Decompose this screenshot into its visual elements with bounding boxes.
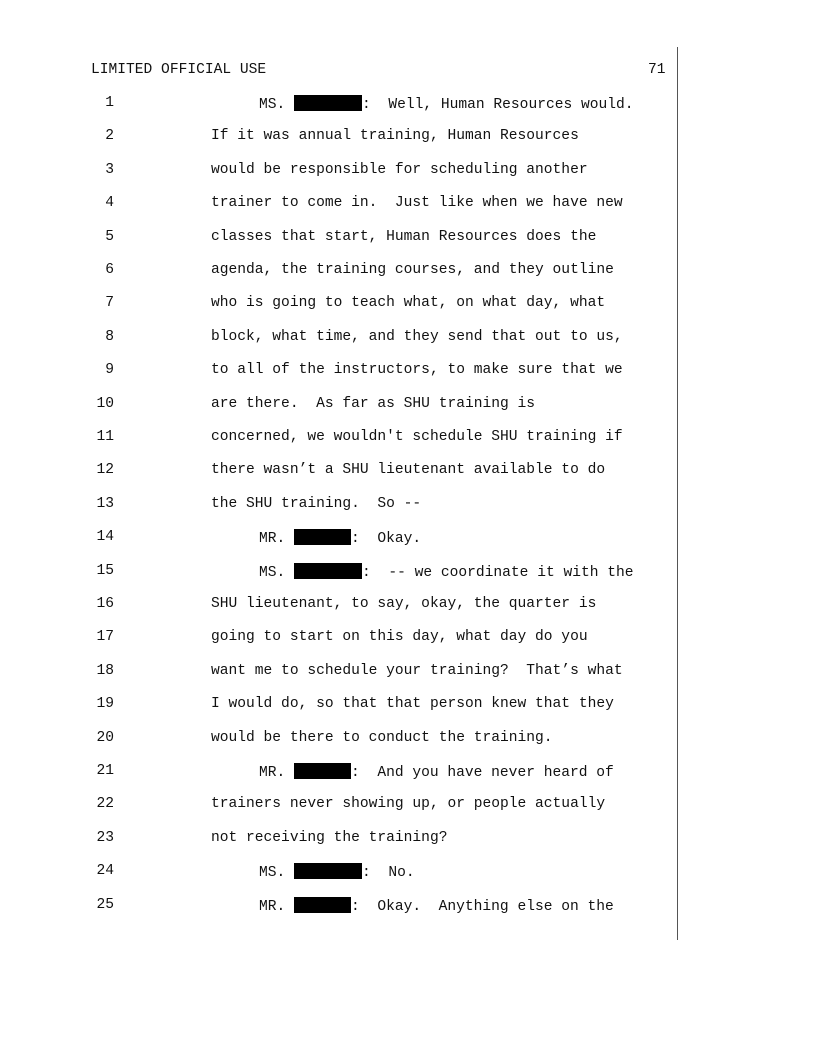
transcript-line <box>211 596 596 612</box>
line-number: 19 <box>96 696 114 712</box>
redaction-block <box>294 763 351 779</box>
redaction-block <box>294 863 362 879</box>
line-text: the SHU training. So -- <box>211 496 422 512</box>
line-number: 14 <box>96 529 114 545</box>
redaction-block <box>294 529 351 545</box>
transcript-line <box>211 396 535 412</box>
transcript-line <box>211 663 623 679</box>
line-number: 18 <box>96 663 114 679</box>
line-number: 4 <box>105 195 114 211</box>
line-text: : Okay. Anything else on the <box>351 899 614 915</box>
speaker-line <box>259 763 614 781</box>
line-text: classes that start, Human Resources does the <box>211 229 597 245</box>
transcript-line <box>211 462 605 478</box>
speaker-label: MR. <box>259 765 286 781</box>
line-number: 23 <box>96 830 114 846</box>
redaction-block <box>294 95 362 111</box>
line-text: there wasn’t a SHU lieutenant available to do <box>211 462 606 478</box>
line-text: to all of the instructors, to make sure that we <box>211 362 623 378</box>
speaker-label: MR. <box>259 899 286 915</box>
speaker-line <box>259 95 634 113</box>
line-number: 7 <box>105 295 114 311</box>
transcript-line <box>211 730 553 746</box>
line-text: concerned, we wouldn't schedule SHU training if <box>211 429 623 445</box>
transcript-line <box>211 830 447 846</box>
transcript-line <box>211 329 623 345</box>
transcript-line <box>211 496 421 512</box>
line-text: who is going to teach what, on what day, what <box>211 295 606 311</box>
line-text: would be there to conduct the training. <box>211 730 553 746</box>
speaker-label: MS. <box>259 565 286 581</box>
transcript-line <box>211 696 614 712</box>
line-text: not receiving the training? <box>211 830 448 846</box>
line-number: 6 <box>105 262 114 278</box>
line-number: 15 <box>96 563 114 579</box>
speaker-line <box>259 863 415 881</box>
redaction-block <box>294 563 362 579</box>
line-number: 20 <box>96 730 114 746</box>
transcript-line <box>211 429 623 445</box>
line-number: 16 <box>96 596 114 612</box>
line-text: : Okay. <box>351 531 422 547</box>
line-number: 2 <box>105 128 114 144</box>
line-text: agenda, the training courses, and they outline <box>211 262 614 278</box>
transcript-line <box>211 195 623 211</box>
transcript-line <box>211 629 588 645</box>
classification-header: LIMITED OFFICIAL USE <box>91 62 267 78</box>
transcript-line <box>211 796 605 812</box>
line-text: want me to schedule your training? That’s what <box>211 663 623 679</box>
line-number: 21 <box>96 763 114 779</box>
redaction-block <box>294 897 351 913</box>
line-number: 9 <box>105 362 114 378</box>
line-text: would be responsible for scheduling another <box>211 162 588 178</box>
transcript-line <box>211 362 623 378</box>
line-number: 22 <box>96 796 114 812</box>
line-number: 11 <box>96 429 114 445</box>
line-text: are there. As far as SHU training is <box>211 396 536 412</box>
line-number: 12 <box>96 462 114 478</box>
transcript-line <box>211 262 614 278</box>
line-text: I would do, so that that person knew that they <box>211 696 614 712</box>
speaker-line <box>259 897 614 915</box>
speaker-label: MS. <box>259 97 286 113</box>
speaker-label: MS. <box>259 865 286 881</box>
line-text: If it was annual training, Human Resources <box>211 128 579 144</box>
margin-rule <box>677 47 678 940</box>
line-number: 3 <box>105 162 114 178</box>
line-text: block, what time, and they send that out to us, <box>211 329 623 345</box>
line-number: 17 <box>96 629 114 645</box>
line-number: 10 <box>96 396 114 412</box>
line-number: 13 <box>96 496 114 512</box>
line-text: trainer to come in. Just like when we have new <box>211 195 623 211</box>
transcript-line <box>211 229 596 245</box>
line-number: 1 <box>105 95 114 111</box>
line-text: going to start on this day, what day do you <box>211 629 588 645</box>
speaker-label: MR. <box>259 531 286 547</box>
line-number: 24 <box>96 863 114 879</box>
speaker-line <box>259 529 421 547</box>
transcript-line <box>211 128 579 144</box>
line-text: : And you have never heard of <box>351 765 614 781</box>
line-text: : Well, Human Resources would. <box>362 97 634 113</box>
line-text: : No. <box>362 865 415 881</box>
line-text: : -- we coordinate it with the <box>362 565 634 581</box>
line-number: 25 <box>96 897 114 913</box>
line-number: 8 <box>105 329 114 345</box>
line-number: 5 <box>105 229 114 245</box>
speaker-line <box>259 563 634 581</box>
line-text: SHU lieutenant, to say, okay, the quarter is <box>211 596 597 612</box>
transcript-line <box>211 162 588 178</box>
page-number: 71 <box>648 62 666 78</box>
transcript-line <box>211 295 605 311</box>
line-text: trainers never showing up, or people actually <box>211 796 606 812</box>
